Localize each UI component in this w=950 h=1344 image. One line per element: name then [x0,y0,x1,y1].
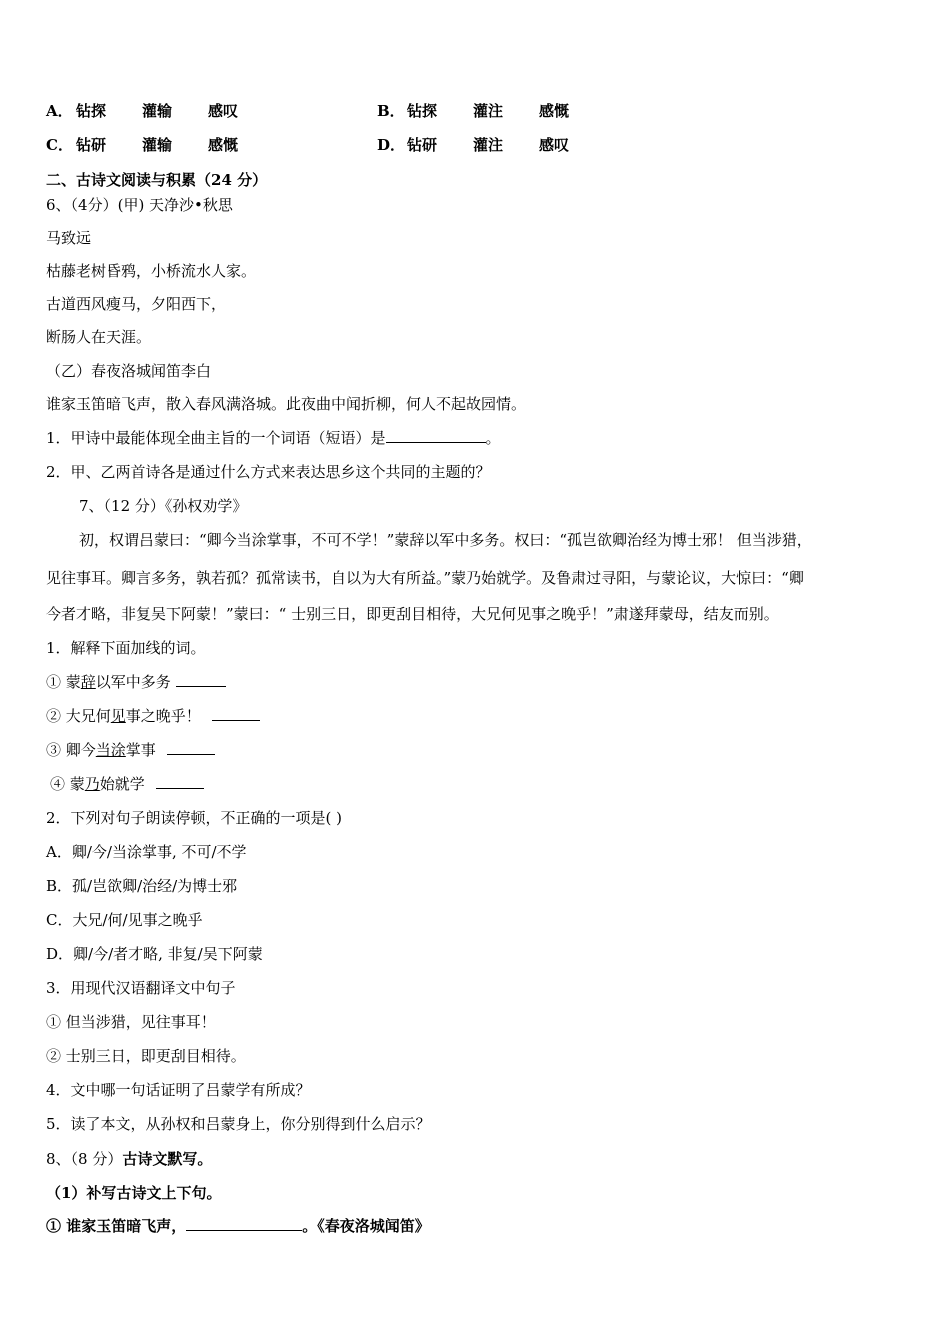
q6-poem-line: 枯藤老树昏鸦，小桥流水人家。 [46,262,257,280]
q7-choice-b: B．孤/岂欲卿/治经/为博士邪 [46,877,238,895]
option-c [46,135,238,155]
underlined-word: 见 [110,707,126,725]
q8-header [46,1149,212,1169]
word-prefix: ④ 蒙 [50,775,85,793]
q6-sub2: 2．甲、乙两首诗各是通过什么方式来表达思乡这个共同的主题的？ [46,463,491,481]
word-prefix: ② 大兄何 [46,707,111,725]
word-prefix: ③ 卿今 [46,741,96,759]
underlined-word: 当涂 [95,741,126,759]
option-word: 钻探 [76,102,107,120]
option-word: 钻研 [407,136,438,154]
word-suffix: 以军中多务 [95,673,171,691]
option-a [46,101,238,121]
q8-sub1: （1）补写古诗文上下句。 [46,1184,222,1202]
q6-poem2-text: 谁家玉笛暗飞声，散入春风满洛城。此夜曲中闻折柳，何人不起故园情。 [46,395,527,413]
q6-header: 6、（4分）(甲) 天净沙•秋思 [46,196,233,214]
option-word: 灌注 [473,136,504,154]
q6-poem-author: 马致远 [46,229,92,247]
q7-sub4: 4．文中哪一句话证明了吕蒙学有所成？ [46,1081,311,1099]
q7-word-item [46,740,215,760]
option-word: 感叹 [539,136,570,154]
option-word: 感叹 [208,102,239,120]
q7-translate-item: ① 但当涉猎，见往事耳！ [46,1013,216,1031]
answer-blank[interactable] [212,706,260,721]
option-word: 钻探 [407,102,438,120]
option-word: 感慨 [539,102,570,120]
answer-blank[interactable] [167,740,215,755]
q6-poem-line: 古道西风瘦马，夕阳西下， [46,295,227,313]
q8-line1 [46,1216,430,1236]
q7-sub3: 3．用现代汉语翻译文中句子 [46,979,236,997]
q8-number: 8、（8 分） [46,1150,123,1168]
q8-title: 古诗文默写。 [122,1150,213,1168]
option-b [377,101,569,121]
q7-choice-a: A．卿/今/当涂掌事, 不可/不学 [46,843,247,861]
q7-word-item [46,672,226,692]
answer-blank[interactable] [386,428,486,443]
word-suffix: 事之晚乎！ [125,707,201,725]
q7-translate-item: ② 士别三日，即更刮目相待。 [46,1047,246,1065]
underlined-word: 乃 [84,775,100,793]
option-d [377,135,569,155]
option-word: 灌输 [142,136,173,154]
word-suffix: 掌事 [125,741,156,759]
option-word: 灌注 [473,102,504,120]
option-word: 感慨 [208,136,239,154]
option-letter: D． [377,136,406,154]
q7-sub1: 1．解释下面加线的词。 [46,639,206,657]
word-prefix: ① 蒙 [46,673,81,691]
option-word: 钻研 [76,136,107,154]
q6-sub1-end: 。 [485,429,501,447]
q7-sub2: 2．下列对句子朗读停顿，不正确的一项是( ) [46,809,343,827]
word-suffix: 始就学 [99,775,145,793]
underlined-word: 辞 [80,673,96,691]
q7-word-item [50,774,204,794]
q6-sub1 [46,428,501,448]
q8-line-prefix: ① 谁家玉笛暗飞声， [46,1217,187,1235]
q7-passage-line: 见往事耳。卿言多务，孰若孤？孤常读书，自以为大有所益。”蒙乃始就学。及鲁肃过寻阳，与蒙论议，大惊曰：“卿 [46,569,804,587]
answer-blank[interactable] [176,672,226,687]
q7-sub5: 5．读了本文，从孙权和吕蒙身上，你分别得到什么启示？ [46,1115,431,1133]
q7-header: 7、（12 分）《孙权劝学》 [79,497,248,515]
q7-choice-c: C．大兄/何/见事之晚乎 [46,911,203,929]
q7-passage-line: 初，权谓吕蒙曰：“卿今当涂掌事，不可不学！”蒙辞以军中多务。权曰：“孤岂欲卿治经为博士邪！ 但当涉猎， [79,531,812,549]
q6-sub1-text: 1．甲诗中最能体现全曲主旨的一个词语（短语）是 [46,429,386,447]
q7-passage-line: 今者才略，非复吴下阿蒙！”蒙曰：“ 士别三日，即更刮目相待，大兄何见事之晚乎！”肃遂拜蒙母，结友而别。 [46,605,779,623]
option-letter: B． [377,102,405,120]
section-title: 二、古诗文阅读与积累（24 分） [46,171,268,189]
q6-poem-line: 断肠人在天涯。 [46,328,152,346]
answer-blank[interactable] [156,774,204,789]
option-letter: A． [46,102,73,120]
q6-poem2-title: （乙）春夜洛城闻笛李白 [46,362,212,380]
option-letter: C． [46,136,73,154]
answer-blank[interactable] [186,1216,302,1231]
q7-word-item [46,706,260,726]
q8-line-suffix: 。《春夜洛城闻笛》 [302,1217,430,1235]
q7-choice-d: D．卿/今/者才略, 非复/吴下阿蒙 [46,945,263,963]
option-word: 灌输 [142,102,173,120]
